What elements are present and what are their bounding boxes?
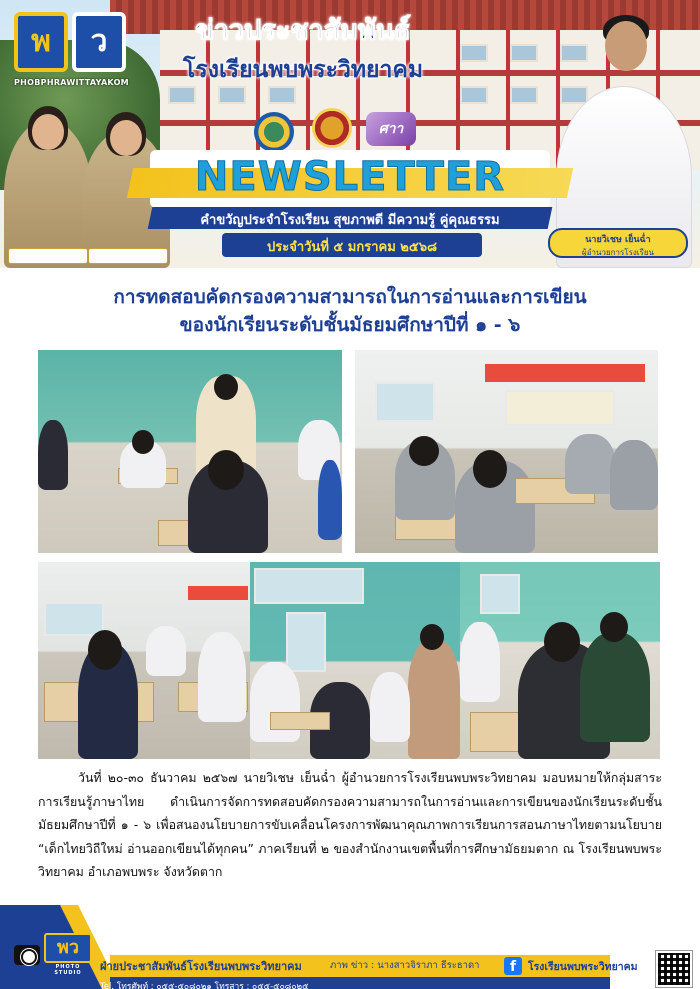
header-title: ข่าวประชาสัมพันธ์ <box>195 15 411 46</box>
newsletter-header <box>0 0 700 268</box>
event-photo-5 <box>460 562 660 759</box>
qr-code-icon <box>656 951 692 987</box>
director-caption <box>548 228 688 258</box>
logo-letter-w: ว <box>72 12 126 72</box>
ministry-emblem-icon <box>312 108 352 148</box>
teacher-caption-left <box>8 248 88 264</box>
director-name: นายวิเชษ เย็นฉ่ำ <box>585 235 651 245</box>
school-name: โรงเรียนพบพระวิทยาคม <box>183 57 423 83</box>
event-photo-3 <box>38 562 250 759</box>
obec-emblem-icon <box>254 112 294 152</box>
event-photo-2 <box>355 350 658 553</box>
teacher-photo-left <box>4 120 92 268</box>
footer-telephone: Tel. โทรศัพท์ : ๐๕๕-๕๐๘๐๒๑ โทรสาร : ๐๕๕-๕๐๘๐๒๕ <box>100 982 309 989</box>
secondary-office-logo-icon: ศาา <box>366 112 416 146</box>
event-photo-1 <box>38 350 342 553</box>
footer-photo-credit: ภาพ ข่าว : นางสาวจิราภา ธีระธาดา <box>330 960 480 971</box>
logo-caption: PHOBPHRAWITTAYAKOM <box>14 78 129 87</box>
article-title-line2: ของนักเรียนระดับชั้นมัธยมศึกษาปีที่ ๑ - ๖ <box>179 314 521 336</box>
newsletter-title: NEWSLETTER <box>194 154 506 200</box>
director-position: ผู้อำนวยการโรงเรียน <box>582 248 654 257</box>
footer-logo-mark: พว <box>44 933 92 963</box>
newsletter-footer <box>0 905 700 989</box>
article-body: วันที่ ๒๐-๓๐ ธันวาคม ๒๕๖๗ นายวิเชษ เย็นฉ่ำ ผู้อำนวยการโรงเรียนพบพระวิทยาคม มอบหมายให้กลุ่มสาระการเรียนรู้ภาษาไทย ดำเนินการจัดการทดสอบคัดกรองความสามารถในการอ่านและการเขียนของนักเรียนระดับชั้นมัธยมศึกษาปีที่ ๑ - ๖ เพื่อสนองนโยบายการขับเคลื่อนโครงการพัฒนาคุณภาพการเรียนการสอนภาษาไทยตามนโยบาย “เด็กไทยวิถีใหม่ อ่านออกเขียนได้ทุกคน” ภาคเรียนที่ ๒ ของสำนักงานเขตพื้นที่การศึกษามัธยมตาก ณ โรงเรียนพบพระวิทยาคม อำเภอพบพระ จังหวัดตาก <box>38 770 662 879</box>
photo-studio-logo <box>14 933 94 976</box>
facebook-page-link[interactable]: โรงเรียนพบพระวิทยาคม <box>528 961 638 973</box>
facebook-icon[interactable]: f <box>504 957 522 975</box>
article-title-line1: การทดสอบคัดกรองความสามารถในการอ่านและการเขียน <box>113 286 587 308</box>
footer-logo-sub: PHOTO STUDIO <box>54 964 82 976</box>
logo-letter-p: พ <box>14 12 68 72</box>
event-photo-4 <box>250 562 460 759</box>
footer-department: ฝ่ายประชาสัมพันธ์โรงเรียนพบพระวิทยาคม <box>100 960 302 973</box>
camera-icon <box>14 945 40 965</box>
issue-date: ประจำวันที่ ๕ มกราคม ๒๕๖๘ <box>267 240 437 255</box>
teacher-caption-right <box>88 248 168 264</box>
school-slogan: คำขวัญประจำโรงเรียน สุขภาพดี มีความรู้ คู่คุณธรรม <box>200 213 500 228</box>
school-logo <box>14 12 129 98</box>
article-title <box>40 283 660 339</box>
